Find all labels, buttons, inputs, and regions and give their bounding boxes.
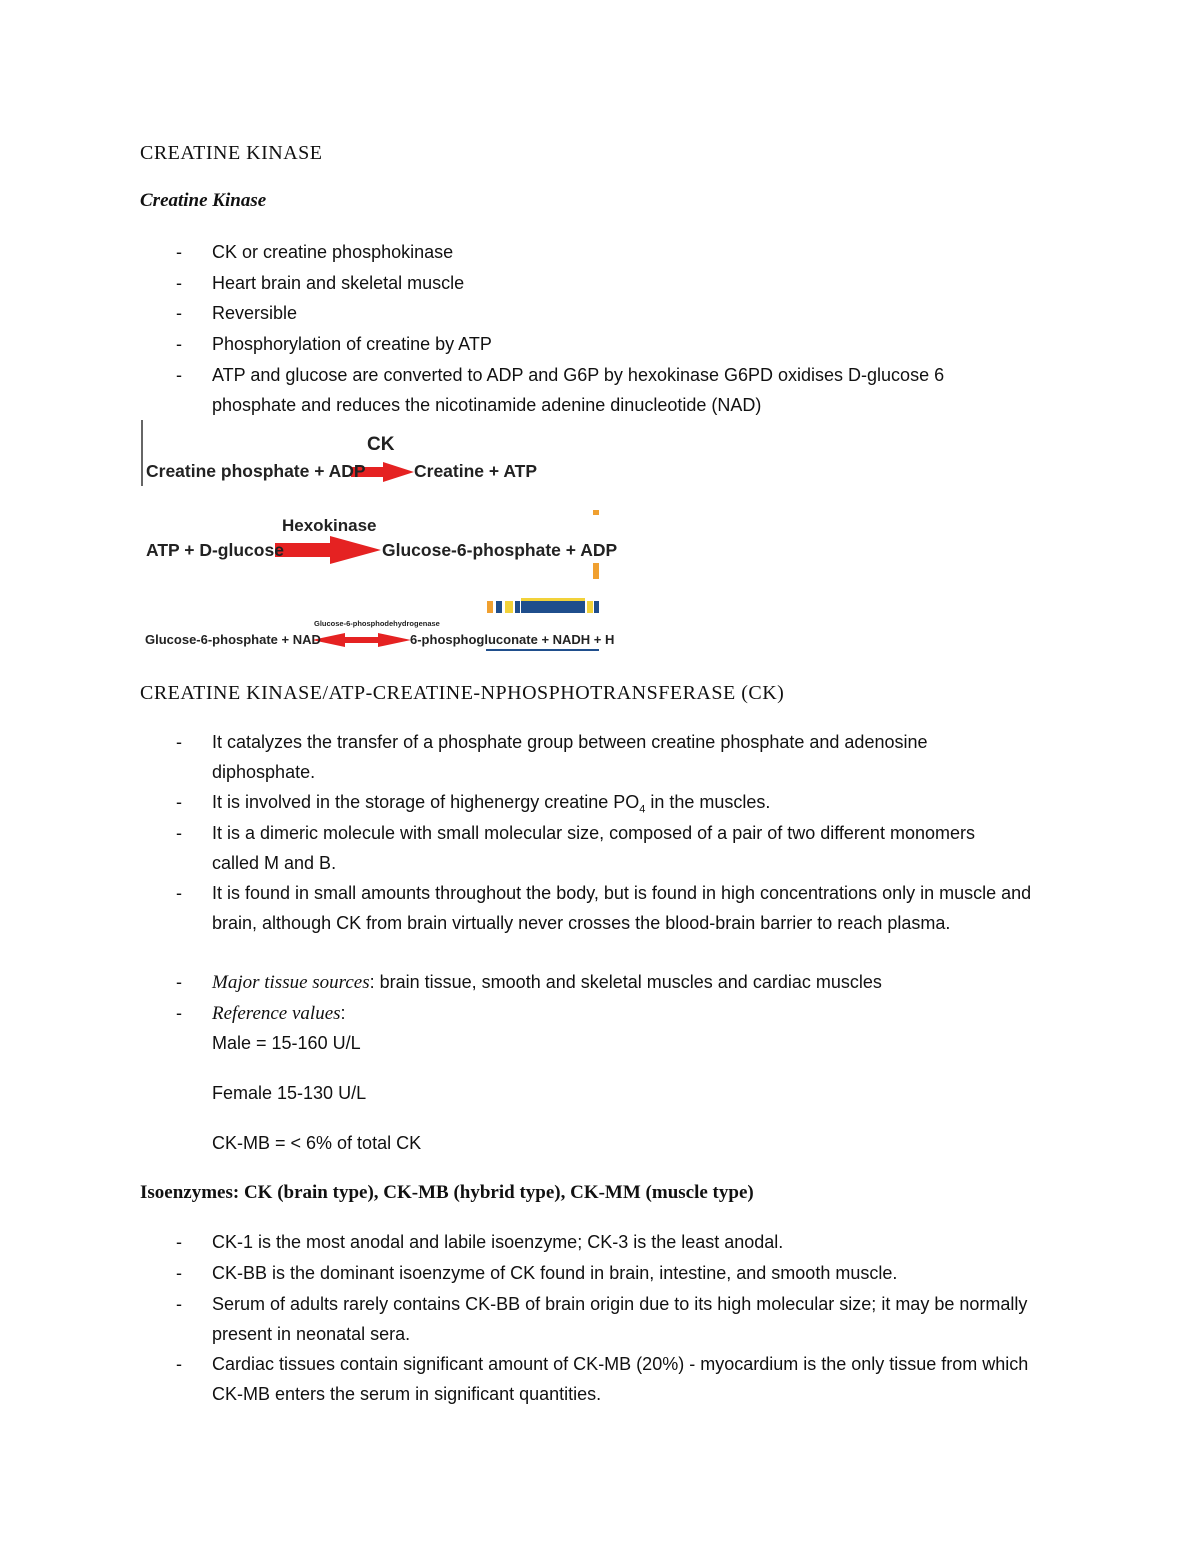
- section-heading: CREATINE KINASE/ATP-CREATINE-NPHOSPHOTRANSFERASE (CK): [140, 682, 785, 704]
- list-item-text: It catalyzes the transfer of a phosphate group between creatine phosphate and adenosine diphosphate.: [212, 732, 928, 782]
- bullet-dash: -: [176, 1294, 182, 1314]
- hexokinase-enzyme-label: Hexokinase: [282, 516, 377, 535]
- g6pd-reaction-right: 6-phosphogluconate + NADH + H: [410, 632, 615, 647]
- ck-enzyme-label: CK: [367, 434, 395, 455]
- list-item-text: It is found in small amounts throughout the body, but is found in high concentrations only in muscle and brain, although CK from brain virtually never crosses the blood-brain barrier to reach plasma.: [212, 883, 1032, 933]
- hexokinase-arrow-head: [330, 536, 381, 564]
- list-item-text: It is a dimeric molecule with small molecular size, composed of a pair of two different monomers called M and B.: [212, 823, 975, 873]
- list-item-text: Serum of adults rarely contains CK-BB of brain origin due to its high molecular size; it may be normally present in neonatal sera.: [212, 1294, 1028, 1344]
- hexokinase-arrow: [275, 536, 381, 564]
- bullet-dash: -: [176, 1003, 182, 1023]
- bullet-dash: -: [176, 334, 182, 354]
- page-title: CREATINE KINASE: [140, 142, 323, 164]
- decor-stripe: [594, 601, 599, 613]
- g6pd-enzyme-label: Glucose-6-phosphodehydrogenase: [314, 619, 440, 628]
- bullet-dash: -: [176, 1263, 182, 1283]
- list-item-text: Heart brain and skeletal muscle: [212, 273, 465, 293]
- reference-ckmb: CK-MB = < 6% of total CK: [212, 1133, 422, 1153]
- decor-stripe: [505, 601, 513, 613]
- decor-stripe: [521, 601, 585, 613]
- g6pd-reaction-left: Glucose-6-phosphate + NAD: [145, 632, 321, 647]
- decor-stripe: [496, 601, 502, 613]
- bullet-dash: -: [176, 242, 182, 262]
- bullet-dash: -: [176, 732, 182, 752]
- g6pd-double-arrow: [312, 633, 411, 647]
- isoenzymes-heading: Isoenzymes: CK (brain type), CK-MB (hybrid type), CK-MM (muscle type): [140, 1182, 754, 1203]
- decor-underline: [486, 649, 599, 651]
- list-item-text: CK-1 is the most anodal and labile isoenzyme; CK-3 is the least anodal.: [212, 1232, 784, 1252]
- decor-stripe: [521, 598, 585, 601]
- bullet-dash: -: [176, 823, 182, 843]
- emphasis-label: Major tissue sources: [212, 972, 370, 993]
- section-subtitle: Creatine Kinase: [140, 190, 267, 211]
- decor-stripe: [593, 510, 599, 515]
- ck-reaction-right: Creatine + ATP: [414, 461, 538, 481]
- hexokinase-reaction-left: ATP + D-glucose: [146, 540, 284, 560]
- reference-male: Male = 15-160 U/L: [212, 1033, 361, 1053]
- g6pd-arrow: [312, 633, 411, 647]
- list-item-text: ATP and glucose are converted to ADP and G6P by hexokinase G6PD oxidises D-glucose 6 phosphate and reduces the nicotinamide adenine dinucleotide (NAD): [212, 365, 945, 415]
- list-item-text-part: : brain tissue, smooth and skeletal muscles and cardiac muscles: [369, 972, 882, 992]
- ck-arrow-head: [383, 462, 414, 482]
- bullet-dash: -: [176, 883, 182, 903]
- bullet-dash: -: [176, 1354, 182, 1374]
- ck-reaction-left: Creatine phosphate + ADP: [146, 461, 366, 481]
- hexokinase-reaction-right: Glucose-6-phosphate + ADP: [382, 540, 618, 560]
- hexokinase-arrow-shaft: [275, 543, 335, 557]
- subscript: 4: [639, 803, 646, 816]
- list-item-text: CK-BB is the dominant isoenzyme of CK found in brain, intestine, and smooth muscle.: [212, 1263, 898, 1283]
- bullet-dash: -: [176, 273, 182, 293]
- decor-stripe: [593, 563, 599, 579]
- list-item-text: CK or creatine phosphokinase: [212, 242, 454, 262]
- bullet-dash: -: [176, 303, 182, 323]
- list-item-text-part: :: [340, 1003, 346, 1023]
- bullet-dash: -: [176, 792, 182, 812]
- list-item-text: [212, 998, 1072, 1029]
- decor-stripe: [487, 601, 493, 613]
- list-item-text: Reversible: [212, 303, 298, 323]
- decor-stripe: [587, 601, 593, 613]
- list-item-text-part: It is involved in the storage of highenergy creatine PO: [212, 792, 640, 812]
- emphasis-label: Reference values: [212, 1003, 341, 1024]
- decor-stripe: [515, 601, 520, 613]
- bullet-dash: -: [176, 972, 182, 992]
- list-item-text: [212, 967, 1072, 998]
- reference-female: Female 15-130 U/L: [212, 1083, 367, 1103]
- bullet-dash: -: [176, 1232, 182, 1252]
- list-item-text: Phosphorylation of creatine by ATP: [212, 334, 492, 354]
- bullet-dash: -: [176, 365, 182, 385]
- list-item-text: Cardiac tissues contain significant amount of CK-MB (20%) - myocardium is the only tissue from which CK-MB enters the serum in significant quantities.: [212, 1354, 1029, 1404]
- list-item-text-part: in the muscles.: [645, 792, 771, 812]
